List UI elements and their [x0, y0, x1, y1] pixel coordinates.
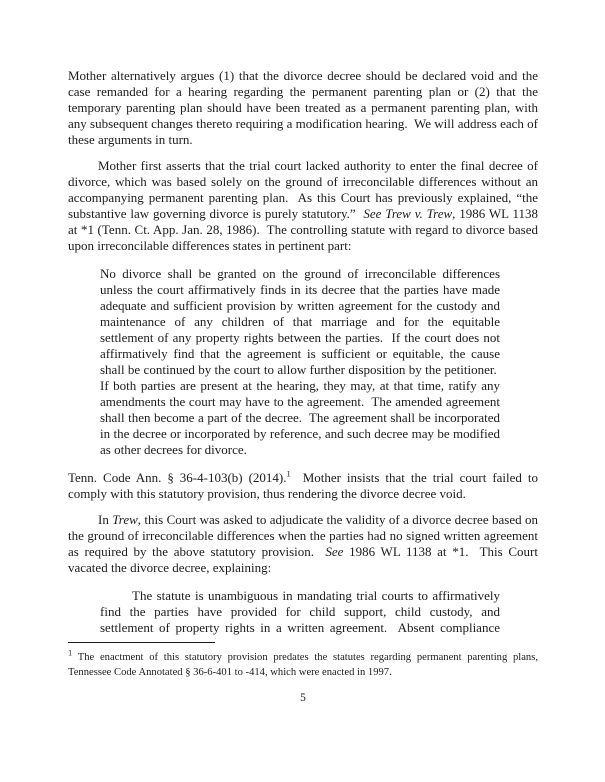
- paragraph-text: , this Court was asked to adjudicate the validity of a divorce decree based on the ground of irreconcilable differences when the parties had no signed written agreement as required by the above statutory provision.: [68, 512, 538, 559]
- footnote-reference: 1: [286, 468, 291, 479]
- paragraph-text: , 1986 WL 1138 at *1 (Tenn. Ct. App. Jan. 28, 1986). The controlling statute with regard to divorce based upon irreconcilable differences states in pertinent part:: [68, 206, 539, 253]
- footnote-marker: 1: [68, 647, 73, 658]
- case-citation: See Trew v. Trew: [363, 206, 453, 221]
- paragraph-first-assertion: [68, 158, 538, 254]
- quote-text: The statute is unambiguous in mandating trial courts to affirmatively find the parties have provided for child support, child custody, and settlement of property rights in a written agreement. Absent compliance: [100, 588, 500, 635]
- block-quote-trew: [100, 588, 500, 636]
- paragraph-text: Mother first asserts that the trial court lacked authority to enter the final decree of divorce, which was based solely on the ground of irreconcilable differences without an accompanying permanent parenting plan. As this Court has previously explained, “the substantive law governing divorce is purely statutory.”: [68, 158, 538, 221]
- footnote-text: [68, 647, 538, 680]
- paragraph-text: Mother insists that the trial court failed to comply with this statutory provision, thus rendering the divorce decree void.: [68, 470, 538, 501]
- paragraph-trew-discussion: [68, 512, 538, 576]
- paragraph-continuation: [68, 68, 538, 148]
- case-name: Trew: [112, 512, 138, 527]
- page-number: 5: [300, 692, 306, 704]
- quote-text: No divorce shall be granted on the ground of irreconcilable differences unless the court affirmatively finds in its decree that the parties have made adequate and sufficient provision by written agreement for the custody and maintenance of any children of that marriage and for the equitable settlement of any property rights between the parties. If the court does not affirmatively find that the agreement is sufficient or equitable, the cause shall be continued by the court to allow further disposition by the petitioner. If both parties are present at the hearing, they may, at that time, ratify any amendments the court may have to the agreement. The amended agreement shall then become a part of the decree. The agreement shall be incorporated in the decree or incorporated by reference, and such decree may be modified as other decrees for divorce.: [100, 266, 500, 457]
- footnote-section: [0, 640, 605, 782]
- see-signal: See: [325, 544, 344, 559]
- paragraph-statute-citation: [68, 470, 538, 502]
- footnote-body: The enactment of this statutory provision predates the statutes regarding permanent parenting plans, Tennessee Code Annotated § 36-6-401 to -414, which were enacted in 1997.: [68, 652, 538, 678]
- block-quote-statute: [100, 266, 500, 458]
- statute-citation: Tenn. Code Ann. § 36-4-103(b) (2014).: [68, 470, 287, 485]
- paragraph-text: In: [98, 512, 113, 527]
- paragraph-text: 1986 WL 1138 at *1. This Court vacated the divorce decree, explaining:: [68, 544, 538, 575]
- paragraph-text: Mother alternatively argues (1) that the divorce decree should be declared void and the case remanded for a hearing regarding the permanent parenting plan or (2) that the temporary parenting plan should have been treated as a permanent parenting plan, with any subsequent changes thereto requiring a modification hearing. We will address each of these arguments in turn.: [68, 68, 538, 147]
- footnote-separator: [68, 642, 215, 643]
